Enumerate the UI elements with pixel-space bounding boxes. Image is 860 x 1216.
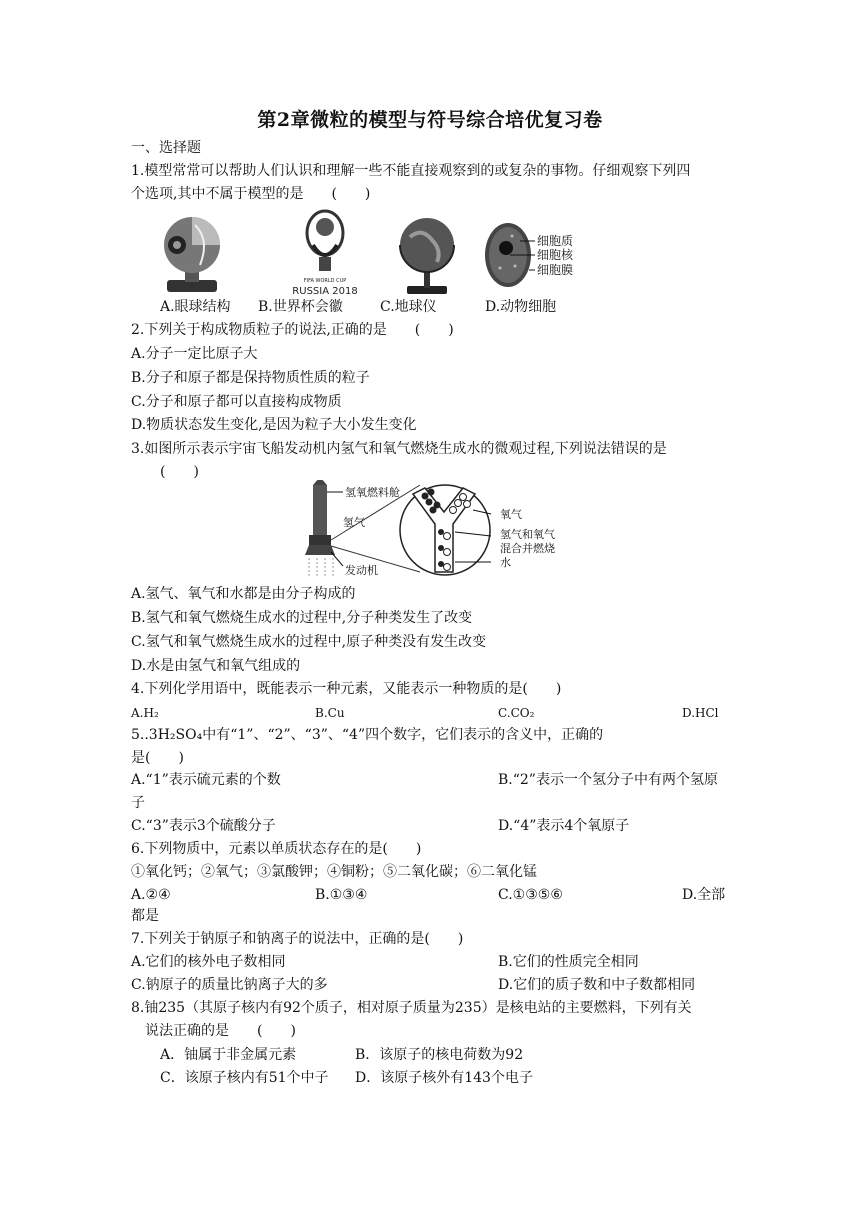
rocket-engine-diagram <box>295 480 585 580</box>
q8-option-a: A．铀属于非金属元素 <box>160 1047 297 1063</box>
q8-stem-line1: 8.铀235（其原子核内有92个质子，相对原子质量为235）是核电站的主要燃料，下列有关 <box>131 1000 692 1016</box>
q7-option-c: C.钠原子的质量比钠离子大的多 <box>131 977 328 993</box>
q2-stem: 2.下列关于构成物质粒子的说法,正确的是 ( ) <box>131 322 454 338</box>
q5-stem-line1: 5..3H₂SO₄中有“1”、“2”、“3”、“4”四个数字，它们表示的含义中，正确的 <box>131 727 604 743</box>
q4-option-c: C.CO₂ <box>498 706 535 720</box>
q3-option-a: A.氢气、氧气和水都是由分子构成的 <box>131 586 356 602</box>
q2-option-b: B.分子和原子都是保持物质性质的粒子 <box>131 370 370 386</box>
cell-label-cytoplasm: 细胞质 <box>537 234 574 248</box>
q1-option-a: A.眼球结构 <box>160 299 231 315</box>
q6-option-b: B.①③④ <box>315 887 368 903</box>
animal-cell-image <box>480 218 600 293</box>
q6-option-d-continued: 都是 <box>131 908 159 924</box>
q5-option-c: C.“3”表示3个硫酸分子 <box>131 818 276 834</box>
eyeball-model-image <box>155 210 230 300</box>
label-fuel-tank: 氢氧燃料舱 <box>345 486 400 499</box>
q3-option-d: D.水是由氢气和氧气组成的 <box>131 658 301 674</box>
section-heading: 一、选择题 <box>131 140 201 156</box>
world-cup-logo-image <box>288 205 363 300</box>
q3-option-c: C.氢气和氧气燃烧生成水的过程中,原子种类没有发生改变 <box>131 634 487 650</box>
q4-option-a: A.H₂ <box>131 706 159 720</box>
q5-option-b-continued: 子 <box>131 795 145 811</box>
label-water: 水 <box>500 556 511 569</box>
q7-option-d: D.它们的质子数和中子数都相同 <box>498 977 696 993</box>
q6-option-a: A.②④ <box>131 887 171 903</box>
q3-option-b: B.氢气和氧气燃烧生成水的过程中,分子种类发生了改变 <box>131 610 473 626</box>
label-hydrogen: 氢气 <box>343 516 365 529</box>
q5-option-a: A.“1”表示硫元素的个数 <box>131 772 281 788</box>
logo-caption-small: FIFA WORLD CUP <box>303 278 347 284</box>
q8-option-b: B．该原子的核电荷数为92 <box>355 1047 524 1063</box>
q1-stem-line1: 1.模型常常可以帮助人们认识和理解一些不能直接观察到的或复杂的事物。仔细观察下列四 <box>131 163 691 179</box>
q6-substance-list: ①氧化钙；②氧气；③氯酸钾；④铜粉；⑤二氧化碳；⑥二氧化锰 <box>131 864 537 880</box>
q2-option-d: D.物质状态发生变化,是因为粒子大小发生变化 <box>131 417 417 433</box>
q2-option-c: C.分子和原子都可以直接构成物质 <box>131 394 342 410</box>
q8-stem-line2: 说法正确的是 ( ) <box>145 1023 296 1039</box>
q1-stem-line2: 个选项,其中不属于模型的是 ( ) <box>131 186 371 202</box>
page-title: 第2章微粒的模型与符号综合培优复习卷 <box>257 109 603 131</box>
q6-option-c: C.①③⑤⑥ <box>498 887 563 903</box>
q5-option-b: B.“2”表示一个氢分子中有两个氢原 <box>498 772 718 788</box>
q1-option-c: C.地球仪 <box>380 299 437 315</box>
q6-stem: 6.下列物质中，元素以单质状态存在的是( ) <box>131 841 422 857</box>
cell-label-membrane: 细胞膜 <box>537 263 574 277</box>
q4-option-d: D.HCl <box>682 706 719 720</box>
label-engine: 发动机 <box>345 564 378 577</box>
q2-option-a: A.分子一定比原子大 <box>131 346 258 362</box>
label-oxygen: 氧气 <box>500 508 522 521</box>
q5-stem-line2: 是( ) <box>131 750 184 766</box>
label-mix-line1: 氢气和氧气 <box>500 528 555 541</box>
q3-stem-line1: 3.如图所示表示宇宙飞船发动机内氢气和氧气燃烧生成水的微观过程,下列说法错误的是 <box>131 441 667 457</box>
q4-stem: 4.下列化学用语中，既能表示一种元素，又能表示一种物质的是( ) <box>131 681 562 697</box>
cell-label-nucleus: 细胞核 <box>537 248 574 262</box>
q8-option-d: D．该原子核外有143个电子 <box>355 1070 533 1086</box>
globe-image <box>392 212 462 297</box>
q6-option-d: D.全部 <box>682 887 726 903</box>
q5-option-d: D.“4”表示4个氧原子 <box>498 818 630 834</box>
q7-option-b: B.它们的性质完全相同 <box>498 954 639 970</box>
q8-option-c: C．该原子核内有51个中子 <box>160 1070 329 1086</box>
q4-option-b: B.Cu <box>315 706 345 720</box>
q1-option-b: B.世界杯会徽 <box>258 299 343 315</box>
q1-option-d: D.动物细胞 <box>485 299 557 315</box>
label-mix-line2: 混合并燃烧 <box>500 542 555 555</box>
logo-caption-large: RUSSIA 2018 <box>292 286 358 297</box>
q7-option-a: A.它们的核外电子数相同 <box>131 954 286 970</box>
q7-stem: 7.下列关于钠原子和钠离子的说法中，正确的是( ) <box>131 931 464 947</box>
q3-stem-line2: ( ) <box>160 464 199 480</box>
